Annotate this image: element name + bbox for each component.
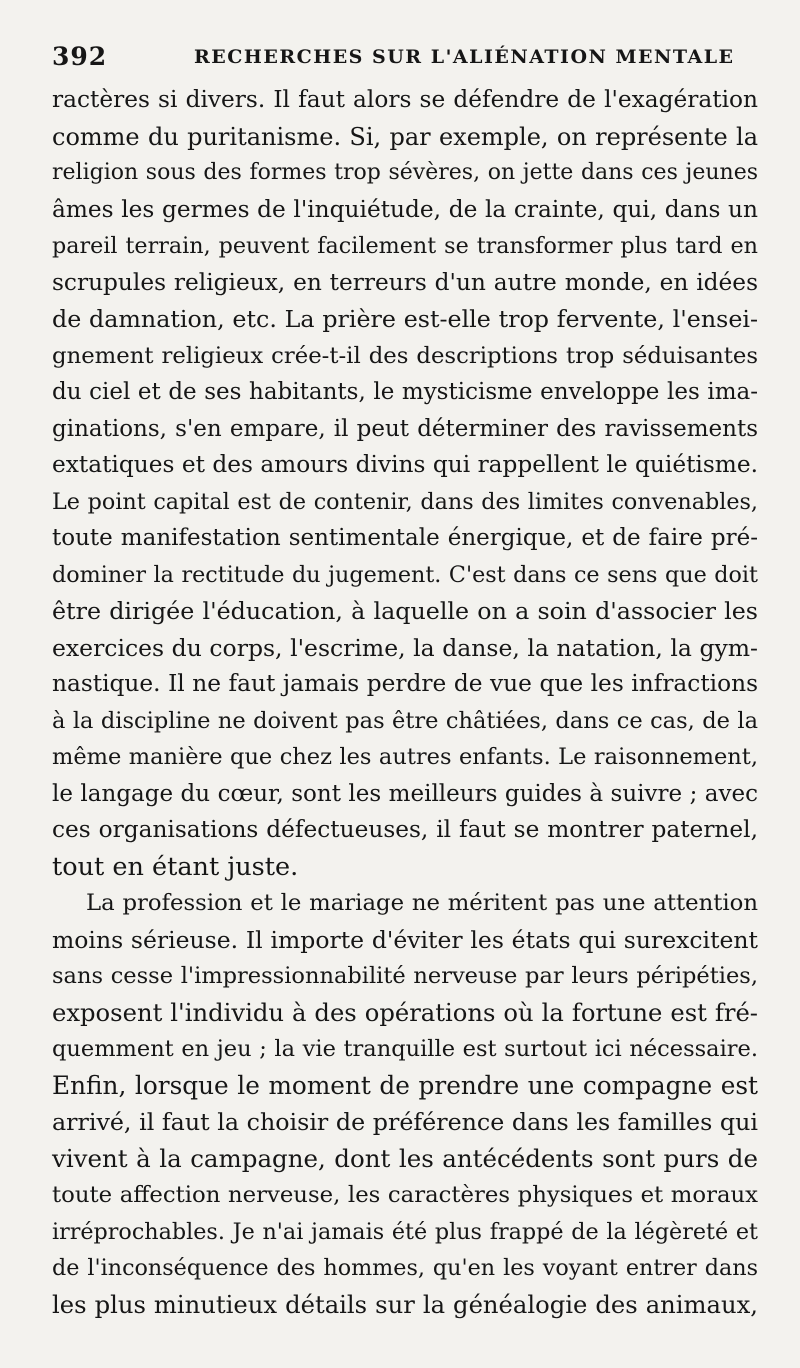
text-line: irréprochables. Je n'ai jamais été plus frappé de la légèreté et <box>52 1218 758 1245</box>
text-line: sans cesse l'impressionnabilité nerveuse par leurs péripéties, <box>52 963 758 989</box>
text-line: pareil terrain, peuvent facilement se transformer plus tard en <box>52 233 758 259</box>
text-line: à la discipline ne doivent pas être châtiées, dans ce cas, de la <box>52 707 758 734</box>
text-line: ractères si divers. Il faut alors se défendre de l'exagération <box>52 86 758 113</box>
text-line: vivent à la campagne, dont les antécédents sont purs de <box>52 1143 758 1173</box>
text-line: religion sous des formes trop sévères, on jette dans ces jeunes <box>52 160 758 185</box>
text-line: le langage du cœur, sont les meilleurs guides à suivre ; avec <box>52 780 758 807</box>
text-line: comme du puritanisme. Si, par exemple, on représente la <box>52 122 758 151</box>
text-line: moins sérieuse. Il importe d'éviter les états qui surexcitent <box>52 925 758 954</box>
text-line: ginations, s'en empare, il peut déterminer des ravissements <box>52 415 758 442</box>
text-line: dominer la rectitude du jugement. C'est dans ce sens que doit <box>52 561 758 588</box>
text-line: ces organisations défectueuses, il faut se montrer paternel, <box>52 816 758 843</box>
text-line: nastique. Il ne faut jamais perdre de vue que les infractions <box>52 670 758 697</box>
paragraph <box>52 885 758 1323</box>
text-line: toute manifestation sentimentale énergique, et de faire pré- <box>52 525 758 551</box>
page-number: 392 <box>52 42 108 71</box>
text-line: arrivé, il faut la choisir de préférence dans les familles qui <box>52 1108 758 1136</box>
paragraph <box>52 82 758 885</box>
text-line: extatiques et des amours divins qui rappellent le quiétisme. <box>52 451 758 478</box>
text-line: toute affection nerveuse, les caractères physiques et moraux <box>52 1182 758 1208</box>
text-line: scrupules religieux, en terreurs d'un autre monde, en idées <box>52 268 758 296</box>
text-line: âmes les germes de l'inquiétude, de la crainte, qui, dans un <box>52 195 758 223</box>
text-line: Enfin, lorsque le moment de prendre une compagne est <box>52 1070 758 1100</box>
page-header <box>52 42 760 78</box>
text-line: de damnation, etc. La prière est-elle trop fervente, l'ensei- <box>52 305 758 333</box>
text-line: les plus minutieux détails sur la généalogie des animaux, <box>52 1289 758 1319</box>
running-title: RECHERCHES SUR L'ALIÉNATION MENTALE <box>194 46 735 68</box>
text-line: du ciel et de ses habitants, le mysticisme enveloppe les ima- <box>52 379 758 405</box>
text-line: même manière que chez les autres enfants. Le raisonnement, <box>52 744 758 770</box>
text-line: exercices du corps, l'escrime, la danse, la natation, la gym- <box>52 633 758 662</box>
text-line: tout en étant juste. <box>52 851 299 882</box>
text-line: de l'inconséquence des hommes, qu'en les voyant entrer dans <box>52 1255 758 1281</box>
text-line: La profession et le mariage ne méritent pas une attention <box>86 890 758 916</box>
text-line: être dirigée l'éducation, à laquelle on a soin d'associer les <box>52 597 758 625</box>
text-line: Le point capital est de contenir, dans des limites convenables, <box>52 488 758 515</box>
text-line: gnement religieux crée-t-il des descriptions trop séduisantes <box>52 342 758 369</box>
text-line: exposent l'individu à des opérations où la fortune est fré- <box>52 997 758 1027</box>
text-line: quemment en jeu ; la vie tranquille est surtout ici nécessaire. <box>52 1036 758 1062</box>
body-text <box>52 82 758 1323</box>
